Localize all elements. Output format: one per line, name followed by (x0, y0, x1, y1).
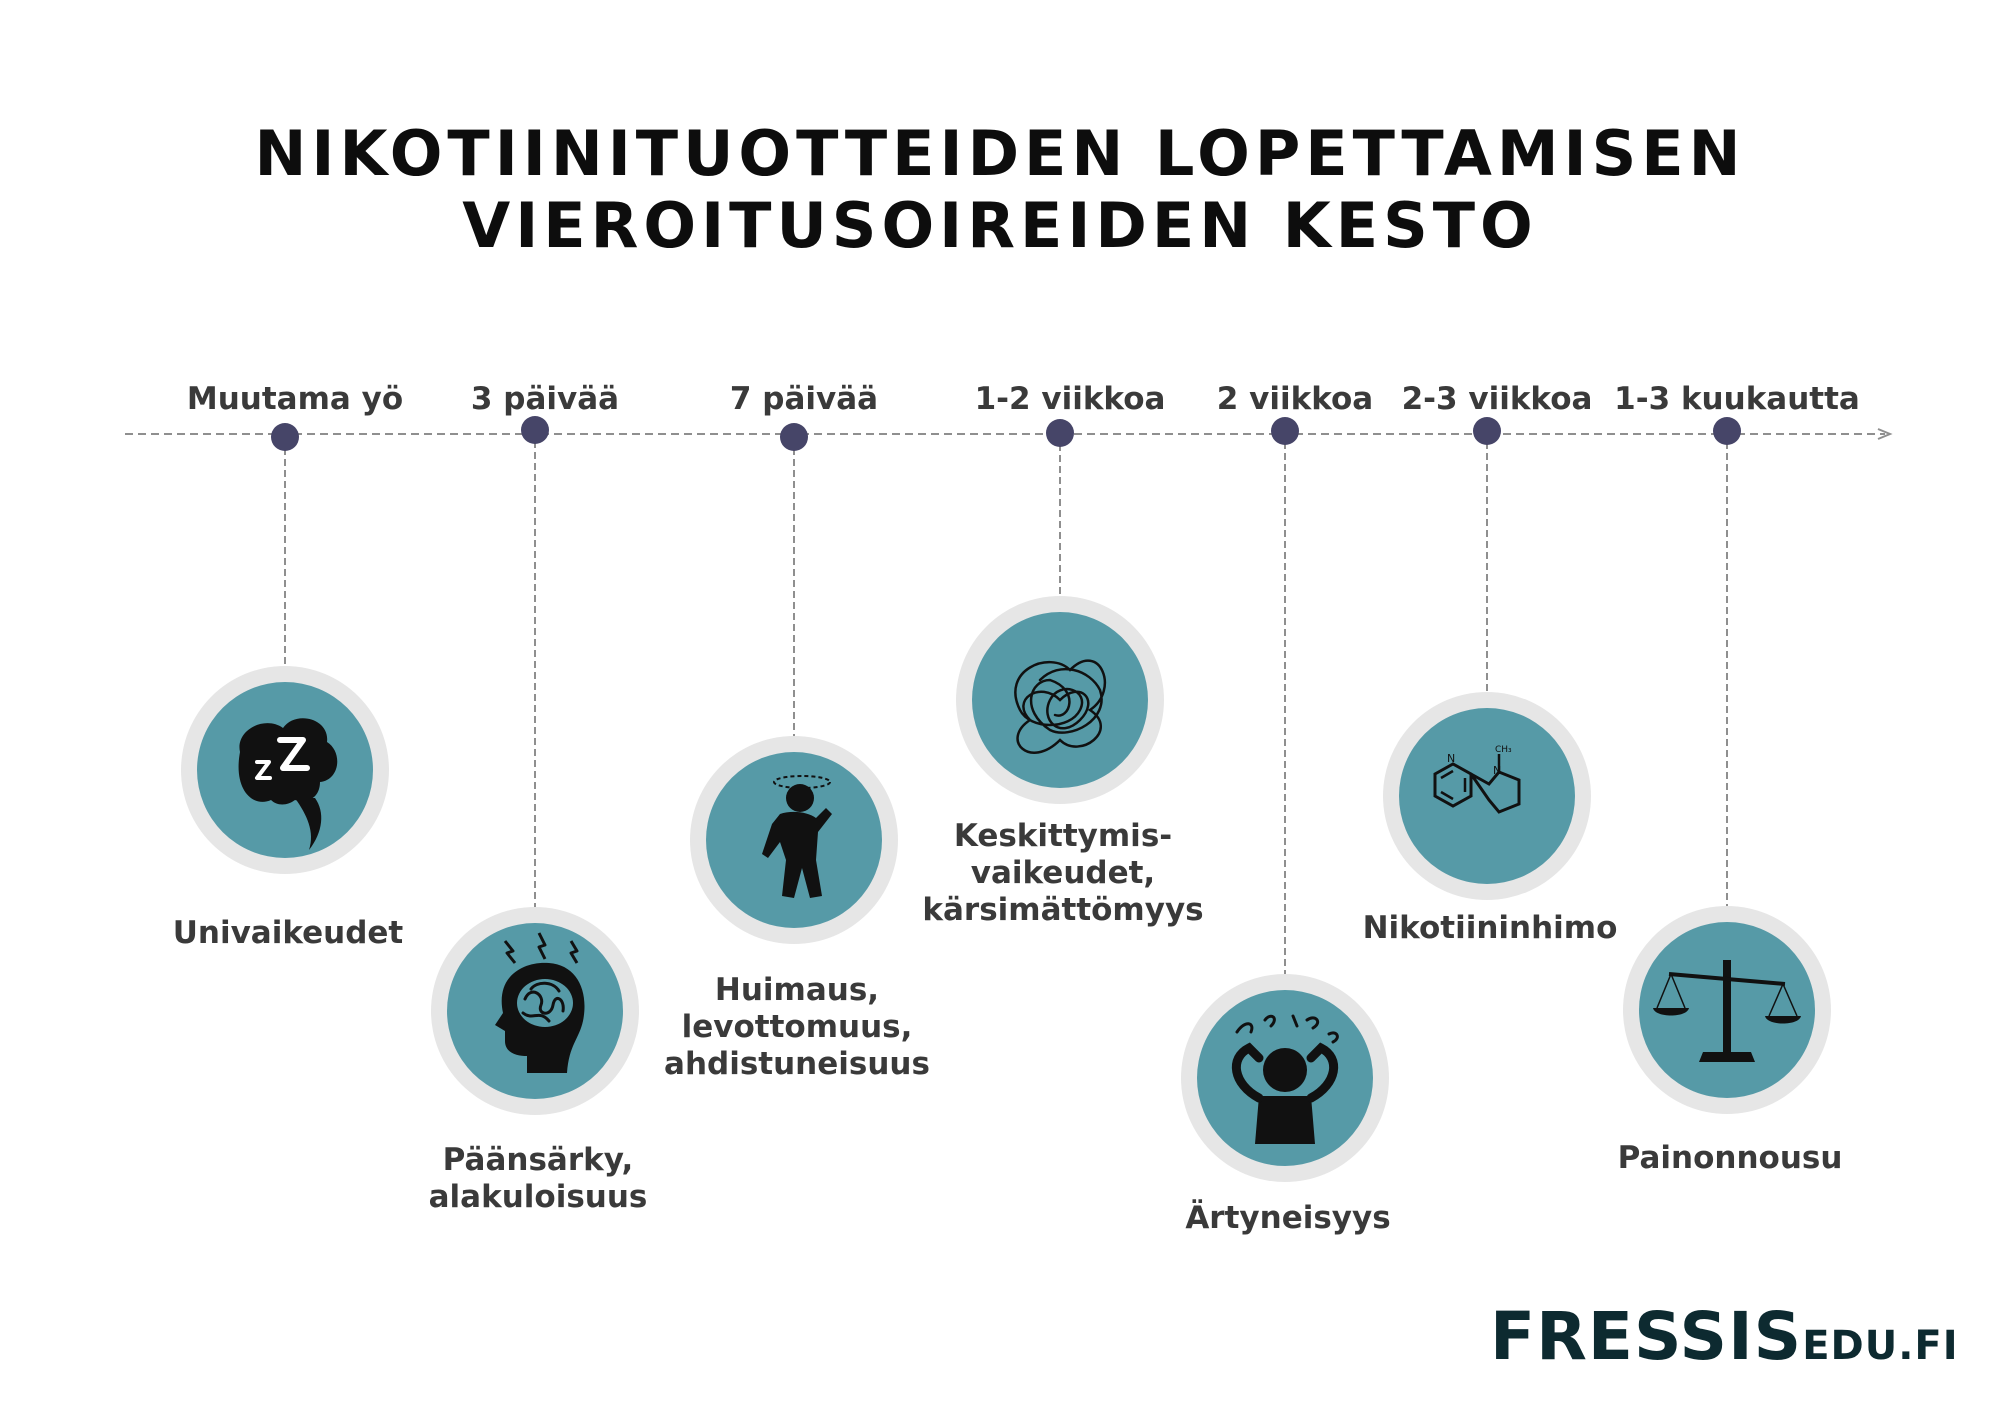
time-label-1: Muutama yö (186, 381, 404, 417)
symptom-label-6: Nikotiininhimo (1362, 910, 1618, 946)
symptom-node-1 (181, 666, 389, 874)
symptom-node-4 (956, 596, 1164, 804)
time-label-5: 2 viikkoa (1216, 381, 1374, 417)
symptom-label-1: Univaikeudet (172, 915, 404, 951)
timeline-dot-2 (521, 416, 549, 444)
symptom-node-7 (1623, 906, 1831, 1114)
title-line-2: VIEROITUSOIREIDEN KESTO (462, 189, 1538, 262)
svg-text:N: N (1447, 752, 1456, 765)
title-line-1: NIKOTIINITUOTTEIDEN LOPETTAMISEN (254, 117, 1746, 190)
symptom-node-6 (1383, 692, 1591, 900)
svg-text:CH₃: CH₃ (1495, 745, 1512, 755)
time-label-3: 7 päivää (729, 381, 879, 417)
symptom-label-5: Ärtyneisyys (1185, 1200, 1391, 1236)
symptom-node-3 (690, 736, 898, 944)
timeline-dot-4 (1046, 419, 1074, 447)
fressis-logo (1490, 1298, 1959, 1378)
timeline-dot-1 (271, 423, 299, 451)
symptom-node-2 (431, 907, 639, 1115)
timeline-dot-7 (1713, 417, 1741, 445)
timeline-dot-6 (1473, 417, 1501, 445)
time-label-6: 2-3 viikkoa (1401, 381, 1593, 417)
time-label-7: 1-3 kuukautta (1614, 381, 1860, 417)
svg-text:N: N (1493, 764, 1502, 777)
symptom-label-4: Keskittymis-vaikeudet, kärsimättömyys (922, 818, 1204, 928)
time-label-2: 3 päivää (470, 381, 620, 417)
symptom-label-2: Päänsärky, alakuloisuus (428, 1142, 648, 1215)
time-label-4: 1-2 viikkoa (974, 381, 1166, 417)
logo-main-text: FRESSIS (1490, 1298, 1803, 1375)
timeline-dot-3 (780, 423, 808, 451)
symptom-node-5 (1181, 974, 1389, 1182)
symptom-label-3: Huimaus, levottomuus, ahdistuneisuus (664, 972, 930, 1082)
logo-sub-text: EDU.FI (1802, 1323, 1959, 1369)
symptom-label-7: Painonnousu (1617, 1140, 1843, 1176)
timeline-dot-5 (1271, 417, 1299, 445)
